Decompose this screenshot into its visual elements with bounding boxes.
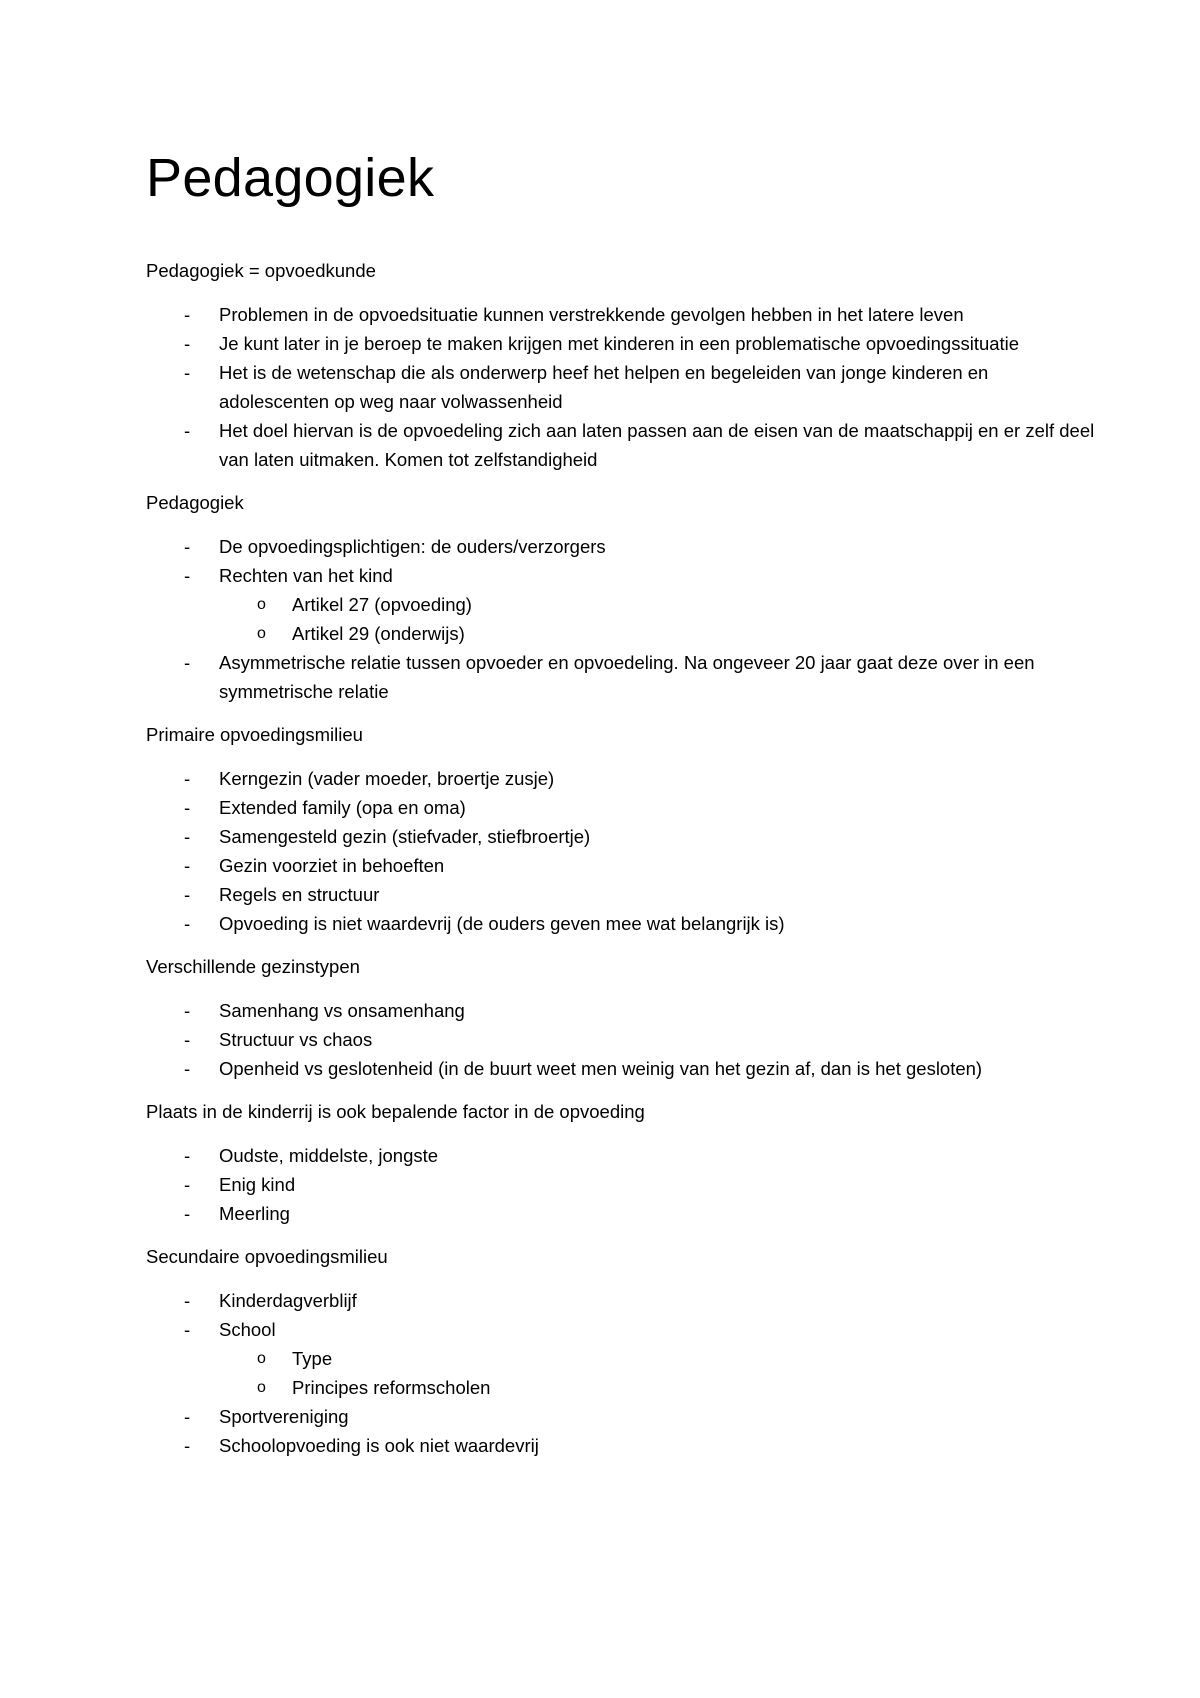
- list-item-text: Samengesteld gezin (stiefvader, stiefbroertje): [219, 826, 591, 847]
- bullet-list: [146, 996, 1100, 1083]
- list-item: [146, 532, 1100, 561]
- sub-list: [219, 590, 1100, 648]
- dash-bullet: -: [184, 420, 191, 441]
- list-item: [146, 909, 1100, 938]
- list-item-text: Asymmetrische relatie tussen opvoeder en opvoedeling. Na ongeveer 20 jaar gaat deze over in een symmetrische relatie: [219, 652, 1035, 702]
- sub-list-item-text: Artikel 27 (opvoeding): [292, 594, 472, 615]
- list-item: [146, 1431, 1100, 1460]
- list-item: [146, 1315, 1100, 1402]
- list-item: [146, 764, 1100, 793]
- dash-bullet: -: [184, 884, 191, 905]
- list-item-text: Structuur vs chaos: [219, 1029, 373, 1050]
- dash-bullet: -: [184, 1290, 191, 1311]
- list-item-text: Kinderdagverblijf: [219, 1290, 357, 1311]
- list-item-text: Gezin voorziet in behoeften: [219, 855, 445, 876]
- list-item-text: Regels en structuur: [219, 884, 380, 905]
- circle-bullet: o: [257, 625, 266, 642]
- dash-bullet: -: [184, 768, 191, 789]
- list-item-text: Oudste, middelste, jongste: [219, 1145, 439, 1166]
- dash-bullet: -: [184, 1319, 191, 1340]
- list-item: [146, 358, 1100, 416]
- dash-bullet: -: [184, 1435, 191, 1456]
- circle-bullet: o: [257, 596, 266, 613]
- list-item: [146, 1286, 1100, 1315]
- dash-bullet: -: [184, 1145, 191, 1166]
- section-heading: Plaats in de kinderrij is ook bepalende factor in de opvoeding: [146, 1101, 645, 1122]
- bullet-list: [146, 300, 1100, 474]
- sub-list-item: [219, 1373, 1100, 1402]
- bullet-list: [146, 1141, 1100, 1228]
- sub-list-item: [219, 619, 1100, 648]
- sub-list: [219, 1344, 1100, 1402]
- dash-bullet: -: [184, 1406, 191, 1427]
- sub-list-item-text: Type: [292, 1348, 333, 1369]
- list-item-text: Samenhang vs onsamenhang: [219, 1000, 465, 1021]
- list-item: [146, 1199, 1100, 1228]
- list-item-text: Het doel hiervan is de opvoedeling zich aan laten passen aan de eisen van de maatschappij en er zelf deel van laten uitmaken. Komen tot zelfstandigheid: [219, 420, 1095, 470]
- list-item: [146, 793, 1100, 822]
- dash-bullet: -: [184, 1058, 191, 1079]
- list-item-text: Kerngezin (vader moeder, broertje zusje): [219, 768, 555, 789]
- dash-bullet: -: [184, 913, 191, 934]
- list-item-text: Opvoeding is niet waardevrij (de ouders geven mee wat belangrijk is): [219, 913, 785, 934]
- section: [146, 1097, 1100, 1228]
- list-item-text: Sportvereniging: [219, 1406, 349, 1427]
- list-item: [146, 1025, 1100, 1054]
- section-heading: Primaire opvoedingsmilieu: [146, 724, 363, 745]
- list-item-text: Meerling: [219, 1203, 290, 1224]
- list-item: [146, 561, 1100, 648]
- dash-bullet: -: [184, 1000, 191, 1021]
- list-item: [146, 880, 1100, 909]
- bullet-list: [146, 532, 1100, 706]
- list-item-text: Extended family (opa en oma): [219, 797, 466, 818]
- section-heading: Verschillende gezinstypen: [146, 956, 360, 977]
- list-item: [146, 996, 1100, 1025]
- section: [146, 256, 1100, 474]
- list-item: [146, 851, 1100, 880]
- document-title: Pedagogiek: [146, 148, 435, 208]
- list-item: [146, 1141, 1100, 1170]
- section: [146, 952, 1100, 1083]
- section: [146, 720, 1100, 938]
- dash-bullet: -: [184, 652, 191, 673]
- dash-bullet: -: [184, 362, 191, 383]
- circle-bullet: o: [257, 1379, 266, 1396]
- list-item-text: Enig kind: [219, 1174, 296, 1195]
- dash-bullet: -: [184, 333, 191, 354]
- dash-bullet: -: [184, 1029, 191, 1050]
- dash-bullet: -: [184, 797, 191, 818]
- list-item: [146, 416, 1100, 474]
- list-item-text: Het is de wetenschap die als onderwerp heef het helpen en begeleiden van jonge kinderen en adolescenten op weg naar volwassenheid: [219, 362, 989, 412]
- list-item-text: Rechten van het kind: [219, 565, 393, 586]
- section-heading: Pedagogiek = opvoedkunde: [146, 260, 376, 281]
- list-item-text: School: [219, 1319, 276, 1340]
- sub-list-item: [219, 590, 1100, 619]
- list-item-text: Schoolopvoeding is ook niet waardevrij: [219, 1435, 539, 1456]
- list-item: [146, 822, 1100, 851]
- list-item-text: Openheid vs geslotenheid (in de buurt weet men weinig van het gezin af, dan is het gesloten): [219, 1058, 983, 1079]
- dash-bullet: -: [184, 304, 191, 325]
- dash-bullet: -: [184, 826, 191, 847]
- bullet-list: [146, 1286, 1100, 1460]
- dash-bullet: -: [184, 565, 191, 586]
- dash-bullet: -: [184, 855, 191, 876]
- section: [146, 1242, 1100, 1460]
- list-item: [146, 1170, 1100, 1199]
- list-item: [146, 1054, 1100, 1083]
- section: [146, 488, 1100, 706]
- sub-list-item-text: Artikel 29 (onderwijs): [292, 623, 465, 644]
- document-body: [146, 256, 1100, 1460]
- list-item: [146, 1402, 1100, 1431]
- dash-bullet: -: [184, 1203, 191, 1224]
- dash-bullet: -: [184, 536, 191, 557]
- list-item: [146, 648, 1100, 706]
- list-item-text: Je kunt later in je beroep te maken krijgen met kinderen in een problematische opvoedingssituatie: [219, 333, 1020, 354]
- bullet-list: [146, 764, 1100, 938]
- list-item: [146, 329, 1100, 358]
- sub-list-item-text: Principes reformscholen: [292, 1377, 491, 1398]
- sub-list-item: [219, 1344, 1100, 1373]
- dash-bullet: -: [184, 1174, 191, 1195]
- circle-bullet: o: [257, 1350, 266, 1367]
- list-item-text: Problemen in de opvoedsituatie kunnen verstrekkende gevolgen hebben in het latere leven: [219, 304, 964, 325]
- section-heading: Secundaire opvoedingsmilieu: [146, 1246, 388, 1267]
- list-item: [146, 300, 1100, 329]
- list-item-text: De opvoedingsplichtigen: de ouders/verzorgers: [219, 536, 606, 557]
- section-heading: Pedagogiek: [146, 492, 244, 513]
